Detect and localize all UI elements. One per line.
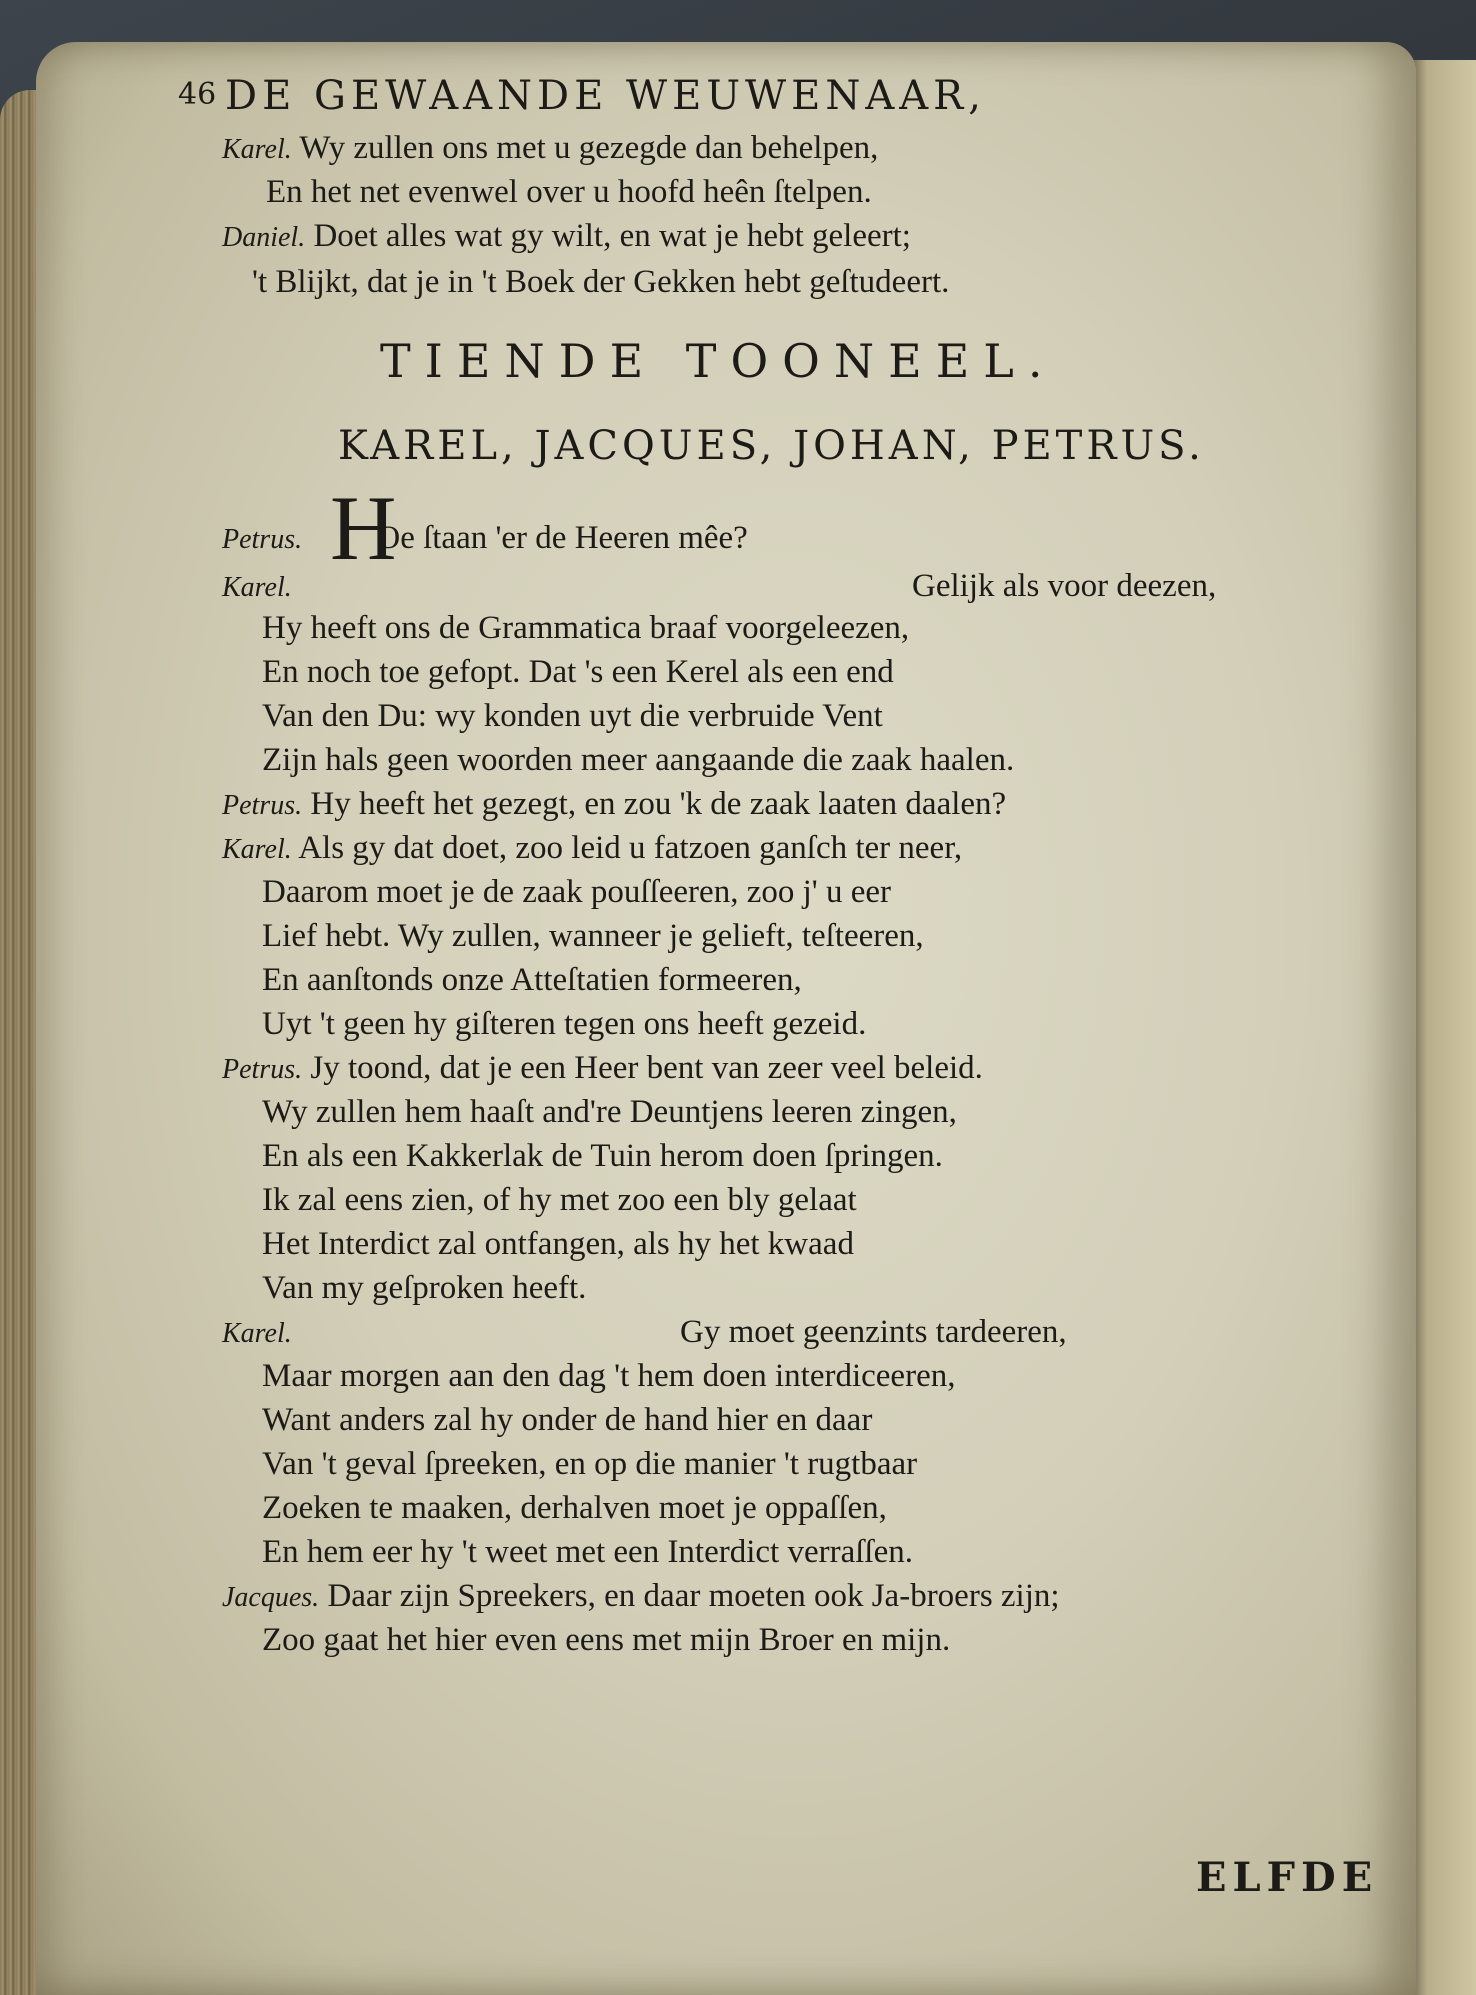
- verse-line-25: [262, 1404, 872, 1437]
- verse-text: Zijn hals geen woorden meer aangaande die zaak haalen.: [262, 742, 1015, 778]
- verse-line-27: [262, 1492, 887, 1525]
- verse-line-30: [262, 1624, 950, 1657]
- page-number: 46: [178, 77, 217, 112]
- verse-line-12: [222, 832, 962, 865]
- facing-page-edge: [1406, 60, 1476, 1995]
- verse-line-23-text: [680, 1316, 1067, 1349]
- verse-line-9: [262, 700, 883, 733]
- verse-text: Van my geſproken heeft.: [262, 1270, 587, 1306]
- verse-text: En aanſtonds onze Atteſtatien formeeren,: [262, 962, 802, 998]
- verse-text: Wy zullen hem haaſt and're Deuntjens leeren zingen,: [262, 1094, 957, 1130]
- verse-text: Van 't geval ſpreeken, en op die manier 't rugtbaar: [262, 1446, 918, 1482]
- verse-line-7: [262, 612, 909, 645]
- speaker-label: Petrus.: [222, 790, 303, 821]
- verse-text: En noch toe gefopt. Dat 's een Kerel als een end: [262, 654, 894, 690]
- verse-line-8: [262, 656, 894, 689]
- verse-line-17: [222, 1052, 983, 1085]
- verse-text: Hy heeft ons de Grammatica braaf voorgeleezen,: [262, 610, 910, 646]
- verse-line-22: [262, 1272, 586, 1305]
- verse-line-13: [262, 876, 891, 909]
- speaker-label: Petrus.: [222, 1054, 303, 1085]
- verse-line-16: [262, 1008, 866, 1041]
- verse-line-23: [222, 1316, 292, 1349]
- verse-line-4: [252, 266, 949, 299]
- verse-line-2: [266, 176, 872, 209]
- verse-text: Zoeken te maaken, derhalven moet je oppaſſen,: [262, 1490, 887, 1526]
- verse-text: Zoo gaat het hier even eens met mijn Broer en mijn.: [262, 1622, 951, 1658]
- scene-characters: KAREL, JACQUES, JOHAN, PETRUS.: [338, 423, 1205, 469]
- speaker-label: Karel.: [222, 572, 292, 603]
- verse-line-15: [262, 964, 802, 997]
- verse-line-6-text: [912, 570, 1216, 603]
- verse-text: Van den Du: wy konden uyt die verbruide Vent: [262, 698, 883, 734]
- speaker-label: Daniel.: [222, 222, 306, 253]
- verse-text: Gy moet geenzints tardeeren,: [680, 1314, 1067, 1350]
- verse-text: En het net evenwel over u hoofd heên ſtelpen.: [266, 174, 872, 210]
- verse-text: Ik zal eens zien, of hy met zoo een bly gelaat: [262, 1182, 857, 1218]
- verse-line-14: [262, 920, 924, 953]
- speaker-label: Karel.: [222, 1318, 292, 1349]
- verse-text: Maar morgen aan den dag 't hem doen interdiceeren,: [262, 1358, 956, 1394]
- verse-line-6: [222, 570, 292, 603]
- verse-text: Het Interdict zal ontfangen, als hy het kwaad: [262, 1226, 854, 1262]
- speaker-label: Jacques.: [222, 1582, 320, 1613]
- verse-text: Gelijk als voor deezen,: [912, 568, 1217, 604]
- verse-line-28: [262, 1536, 913, 1569]
- verse-line-5: [222, 522, 748, 555]
- verse-line-19: [262, 1140, 943, 1173]
- verse-text: 't Blijkt, dat je in 't Boek der Gekken hebt geſtudeert.: [252, 264, 950, 300]
- verse-line-1: [222, 132, 878, 165]
- verse-line-29: [222, 1580, 1060, 1613]
- verse-text: Daar zijn Spreekers, en daar moeten ook Ja-broers zijn;: [327, 1578, 1060, 1614]
- speaker-label: Petrus.: [222, 524, 303, 555]
- verse-line-26: [262, 1448, 917, 1481]
- verse-text: Wy zullen ons met u gezegde dan behelpen,: [299, 130, 879, 166]
- verse-text: Uyt 't geen hy giſteren tegen ons heeft gezeid.: [262, 1006, 867, 1042]
- running-head: DE GEWAANDE WEUWENAAR,: [225, 73, 986, 119]
- verse-text: Jy toond, dat je een Heer bent van zeer veel beleid.: [310, 1050, 983, 1086]
- drop-cap: H: [330, 477, 397, 579]
- verse-line-11: [222, 788, 1006, 821]
- verse-text: Oe ſtaan 'er de Heeren mêe?: [376, 520, 748, 556]
- verse-line-10: [262, 744, 1014, 777]
- scene-heading: TIENDE TOONEEL.: [380, 334, 1057, 388]
- verse-line-3: [222, 220, 911, 253]
- verse-text: Want anders zal hy onder de hand hier en daar: [262, 1402, 873, 1438]
- verse-text: Als gy dat doet, zoo leid u fatzoen ganſch ter neer,: [298, 830, 963, 866]
- verse-text: En als een Kakkerlak de Tuin herom doen ſpringen.: [262, 1138, 943, 1174]
- speaker-label: Karel.: [222, 134, 292, 165]
- verse-line-21: [262, 1228, 854, 1261]
- speaker-label: Karel.: [222, 834, 292, 865]
- catchword: ELFDE: [1196, 1854, 1379, 1901]
- verse-line-18: [262, 1096, 957, 1129]
- verse-line-24: [262, 1360, 955, 1393]
- verse-text: Doet alles wat gy wilt, en wat je hebt geleert;: [313, 218, 911, 254]
- verse-text: En hem eer hy 't weet met een Interdict verraſſen.: [262, 1534, 913, 1570]
- verse-text: Daarom moet je de zaak pouſſeeren, zoo j' u eer: [262, 874, 891, 910]
- verse-line-20: [262, 1184, 857, 1217]
- verse-text: Hy heeft het gezegt, en zou 'k de zaak laaten daalen?: [310, 786, 1007, 822]
- verse-text: Lief hebt. Wy zullen, wanneer je gelieft, teſteeren,: [262, 918, 924, 954]
